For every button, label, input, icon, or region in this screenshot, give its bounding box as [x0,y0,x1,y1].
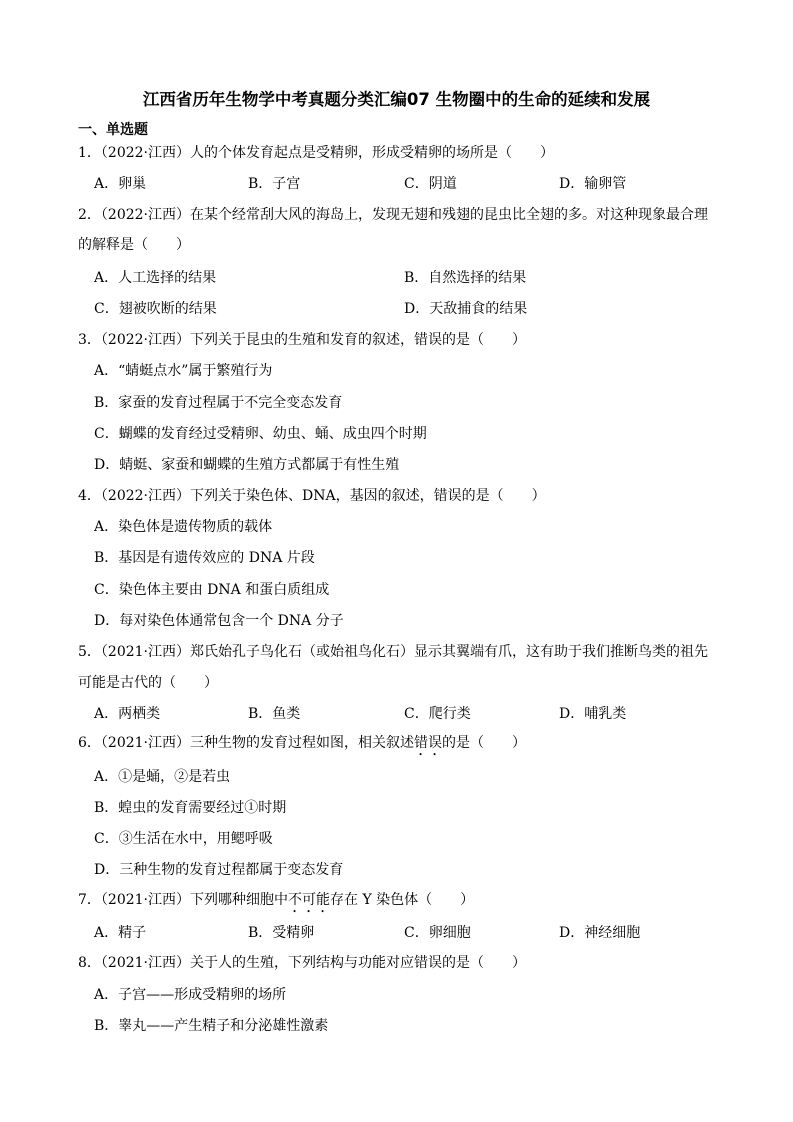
question-3-option-a: A．“蜻蜓点水”属于繁殖行为 [94,363,273,379]
question-5-option-a: A．两栖类 [94,706,161,722]
question-8-option-b: B．睾丸——产生精子和分泌雄性激素 [94,1018,329,1034]
question-5-stem-line1: 5．（2021·江西）郑氏始孔子鸟化石（或始祖鸟化石）显示其翼端有爪，这有助于我们推断鸟类的祖先 [78,644,708,660]
question-8-stem: 8．（2021·江西）关于人的生殖，下列结构与功能对应错误的是（ ） [78,955,526,971]
section-heading: 一、单选题 [78,122,148,138]
question-5-option-c: C．爬行类 [404,706,471,722]
question-1-option-c: C．阴道 [404,176,457,192]
question-1-option-b: B．子宫 [248,176,301,192]
question-7-option-c: C．卵细胞 [404,925,471,941]
question-6-stem-pre: 6．（2021·江西）三种生物的发育过程如图，相关叙述 [78,735,414,751]
question-5-option-d: D．哺乳类 [559,706,627,722]
question-4-option-d: D．每对染色体通常包含一个 DNA 分子 [94,613,344,629]
question-2-stem-line2: 的解释是（ ） [78,237,190,253]
question-7-stem-post: 存在 Y 染色体（ ） [330,892,475,908]
question-7-option-d: D．神经细胞 [559,925,641,941]
question-6-option-b: B．蝗虫的发育需要经过①时期 [94,800,287,816]
question-7-stem-emphasis: 不可能 [288,892,330,908]
question-2-option-a: A．人工选择的结果 [94,270,217,286]
question-2-option-c: C．翅被吹断的结果 [94,301,217,317]
question-1-option-d: D．输卵管 [559,176,627,192]
question-2-option-d: D．天敌捕食的结果 [404,301,528,317]
question-4-option-a: A．染色体是遗传物质的载体 [94,519,273,535]
question-5-option-b: B．鱼类 [248,706,301,722]
question-2-option-b: B．自然选择的结果 [404,270,527,286]
question-4-option-b: B．基因是有遗传效应的 DNA 片段 [94,550,315,566]
question-6-option-c: C．③生活在水中，用鳃呼吸 [94,831,273,847]
question-1-stem: 1．（2022·江西）人的个体发育起点是受精卵，形成受精卵的场所是（ ） [78,145,554,161]
question-8-option-a: A．子宫——形成受精卵的场所 [94,987,287,1003]
question-1-option-a: A．卵巢 [94,176,147,192]
question-3-option-b: B．家蚕的发育过程属于不完全变态发育 [94,395,343,411]
question-4-option-c: C．染色体主要由 DNA 和蛋白质组成 [94,582,330,598]
question-7-option-a: A．精子 [94,925,147,941]
question-7-option-b: B．受精卵 [248,925,315,941]
question-5-stem-line2: 可能是古代的（ ） [78,675,218,691]
question-7-stem-pre: 7．（2021·江西）下列哪种细胞中 [78,892,288,908]
document-title: 江西省历年生物学中考真题分类汇编07 生物圈中的生命的延续和发展 [142,90,651,109]
question-6-option-a: A．①是蛹，②是若虫 [94,769,231,785]
question-6-stem [78,733,526,759]
question-4-stem: 4．（2022·江西）下列关于染色体、DNA，基因的叙述，错误的是（ ） [78,488,546,504]
question-6-option-d: D．三种生物的发育过程都属于变态发育 [94,862,344,878]
question-2-stem-line1: 2．（2022·江西）在某个经常刮大风的海岛上，发现无翅和残翅的昆虫比全翅的多。对这种现象最合理 [78,207,708,223]
question-6-stem-emphasis: 错误 [414,735,442,751]
question-3-option-d: D．蜻蜓、家蚕和蝴蝶的生殖方式都属于有性生殖 [94,457,400,473]
question-7-stem [78,890,474,916]
question-3-option-c: C．蝴蝶的发育经过受精卵、幼虫、蛹、成虫四个时期 [94,426,427,442]
question-3-stem: 3．（2022·江西）下列关于昆虫的生殖和发育的叙述，错误的是（ ） [78,332,526,348]
question-6-stem-post: 的是（ ） [442,735,526,751]
